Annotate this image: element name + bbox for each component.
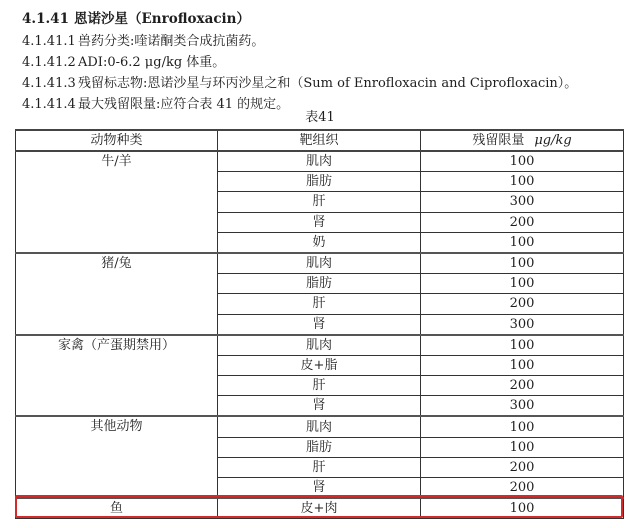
mrl-cell: 100 [421, 274, 624, 294]
mrl-cell: 100 [421, 498, 624, 519]
mrl-cell: 200 [421, 376, 624, 396]
item-number: 4.1.41.1 [22, 34, 76, 49]
tissue-cell: 肾 [218, 314, 421, 335]
section-title: 恩诺沙星（Enrofloxacin） [74, 11, 251, 27]
header-unit: μg/kg [534, 133, 572, 148]
tissue-cell: 脂肪 [218, 274, 421, 294]
item-number: 4.1.41.4 [22, 97, 76, 112]
tissue-cell: 肾 [218, 478, 421, 499]
table-row [16, 416, 624, 437]
mrl-cell: 100 [421, 437, 624, 457]
mrl-cell: 300 [421, 396, 624, 417]
mrl-cell: 100 [421, 416, 624, 437]
item-text: ADI:0-6.2 μg/kg 体重。 [78, 55, 226, 70]
mrl-cell: 100 [421, 172, 624, 192]
tissue-cell: 肌肉 [218, 151, 421, 172]
table-header-row [16, 130, 624, 151]
item-adi [22, 53, 225, 73]
item-text: 残留标志物:恩诺沙星与环丙沙星之和（Sum of Enrofloxacin and Ciprofloxacin）。 [78, 76, 578, 91]
table-row-fish [16, 498, 624, 519]
mrl-cell: 300 [421, 192, 624, 212]
tissue-cell: 肌肉 [218, 416, 421, 437]
mrl-cell: 200 [421, 457, 624, 477]
mrl-table [15, 129, 624, 519]
mrl-cell: 200 [421, 212, 624, 232]
header-tissue: 靶组织 [218, 130, 421, 151]
tissue-cell: 脂肪 [218, 437, 421, 457]
mrl-cell: 300 [421, 314, 624, 335]
tissue-cell: 肌肉 [218, 335, 421, 356]
mrl-cell: 100 [421, 335, 624, 356]
mrl-cell: 100 [421, 232, 624, 253]
tissue-cell: 肝 [218, 294, 421, 314]
item-classification [22, 32, 264, 52]
tissue-cell: 肝 [218, 192, 421, 212]
item-marker-residue [22, 74, 577, 94]
species-cell: 鱼 [16, 498, 218, 519]
item-text: 兽药分类:喹诺酮类合成抗菌药。 [78, 34, 265, 49]
mrl-cell: 100 [421, 355, 624, 375]
header-species: 动物种类 [16, 130, 218, 151]
mrl-cell: 200 [421, 294, 624, 314]
mrl-cell: 100 [421, 253, 624, 274]
tissue-cell: 脂肪 [218, 172, 421, 192]
table-row [16, 151, 624, 172]
item-text: 最大残留限量:应符合表 41 的规定。 [78, 97, 290, 112]
tissue-cell: 肾 [218, 212, 421, 232]
tissue-cell: 皮+肉 [218, 498, 421, 519]
mrl-cell: 200 [421, 478, 624, 499]
section-heading [22, 9, 250, 29]
item-number: 4.1.41.2 [22, 55, 76, 70]
species-cell: 猪/兔 [16, 253, 218, 335]
table-row [16, 335, 624, 356]
table-caption: 表41 [305, 110, 335, 125]
tissue-cell: 奶 [218, 232, 421, 253]
section-number: 4.1.41 [22, 11, 69, 27]
species-cell: 其他动物 [16, 416, 218, 498]
header-mrl-label: 残留限量 [472, 133, 525, 148]
tissue-cell: 肌肉 [218, 253, 421, 274]
tissue-cell: 皮+脂 [218, 355, 421, 375]
item-number: 4.1.41.3 [22, 76, 76, 91]
table-row [16, 253, 624, 274]
tissue-cell: 肝 [218, 376, 421, 396]
header-mrl [421, 130, 624, 151]
tissue-cell: 肾 [218, 396, 421, 417]
species-cell: 家禽（产蛋期禁用） [16, 335, 218, 417]
species-cell: 牛/羊 [16, 151, 218, 253]
tissue-cell: 肝 [218, 457, 421, 477]
mrl-cell: 100 [421, 151, 624, 172]
